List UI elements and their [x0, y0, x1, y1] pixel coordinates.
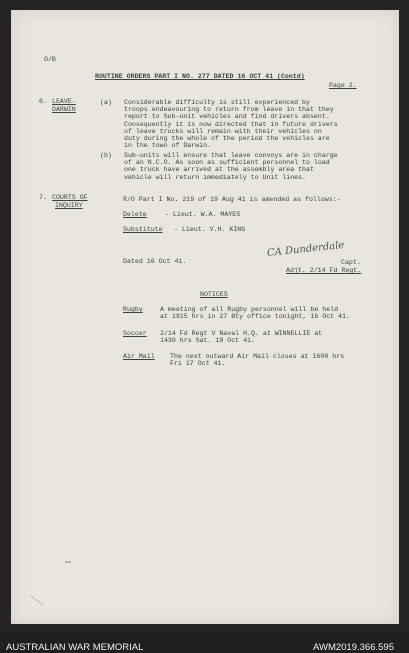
- notice-line: at 1915 hrs in 27 Bty office tonight, 16 Oct 41.: [160, 313, 350, 321]
- paragraph-a-text: [124, 99, 338, 149]
- section-7-title-line-2: INQUIRY: [55, 202, 83, 209]
- paragraph-a-line: of leave trucks will remain with their vehicles on: [124, 127, 322, 135]
- paper-mark: [65, 561, 71, 563]
- paper-mark: [30, 596, 44, 606]
- dated-line: Dated 16 Oct 41.: [123, 258, 187, 265]
- paragraph-a-marker: (a): [100, 99, 112, 106]
- amendment-intro: R/O Part I No. 219 of 19 Aug 41 is amended as follows:-: [123, 196, 341, 203]
- notice-line: Fri 17 Oct 41.: [170, 360, 226, 368]
- paragraph-a-line: Considerable difficulty is still experienced by: [124, 99, 310, 106]
- handwritten-signature: CA Dunderdale: [266, 239, 345, 260]
- paragraph-a-line: report to Sub-unit vehicles and find drivers absent.: [124, 113, 330, 121]
- notice-label-rugby: Rugby: [123, 306, 143, 313]
- section-6-number: 6.: [39, 98, 47, 105]
- notice-label-air-mail: Air Mail: [123, 353, 155, 360]
- orders-heading: ROUTINE ORDERS PART I NO. 277 DATED 16 OCT 41 (Contd): [95, 73, 305, 80]
- section-7-number: 7.: [39, 194, 47, 201]
- section-6-title-line-1: LEAVE-: [52, 98, 76, 105]
- archive-footer: [0, 631, 409, 653]
- delete-label: Delete: [123, 211, 147, 218]
- paragraph-a-line: Consequently it is now directed that in future drivers: [124, 120, 338, 128]
- substitute-value: - Lieut. V.H. KING: [174, 226, 246, 233]
- footer-institution: AUSTRALIAN WAR MEMORIAL: [6, 642, 144, 653]
- paragraph-b-text: [124, 152, 338, 181]
- signatory-title: Adjt. 2/14 Fd Regt.: [286, 267, 362, 274]
- page-number: Page 2.: [329, 82, 357, 89]
- section-6-title-line-2: DARWIN: [52, 106, 76, 113]
- section-7-title-line-1: COURTS OF: [52, 194, 88, 201]
- paragraph-b-line: one truck have arrived at the assembly area that: [124, 166, 314, 174]
- notice-line: A meeting of all Rugby personnel will be held: [160, 306, 339, 313]
- notice-line: 2/14 Fd Regt V Naval H.Q. at WINNELLIE at: [160, 330, 323, 337]
- document-page: [11, 10, 399, 624]
- notices-heading: NOTICES: [200, 291, 228, 298]
- notice-label-soccer: Soccer: [123, 330, 147, 337]
- paragraph-b-line: of an N.C.O. As soon as sufficient personnel to load: [124, 159, 330, 167]
- notice-line: The next outward Air Mail closes at 1600 hrs: [170, 353, 345, 360]
- paragraph-a-line: in the town of Darwin.: [124, 142, 212, 150]
- notice-text-soccer: [160, 330, 322, 344]
- paragraph-b-marker: (b): [100, 152, 112, 159]
- paragraph-a-line: duty during the whole of the period the vehicles are: [124, 135, 330, 143]
- signatory-rank: Capt.: [341, 259, 361, 266]
- file-reference: O/B: [44, 56, 56, 63]
- paragraph-a-line: troops endeavouring to return from leave in that they: [124, 106, 334, 114]
- notice-line: 1430 hrs Sat. 18 Oct 41.: [160, 337, 255, 345]
- footer-catalogue-id: AWM2019.366.595: [313, 642, 394, 653]
- substitute-label: Substitute: [123, 226, 163, 233]
- paragraph-b-line: vehicle will return immediately to Unit lines.: [124, 173, 307, 181]
- notice-text-rugby: [160, 306, 350, 320]
- notice-text-air-mail: [170, 353, 344, 367]
- paragraph-b-line: Sub-units will ensure that leave convoys are in charge: [124, 152, 338, 159]
- delete-value: - Lieut. W.A. MAYES: [165, 211, 241, 218]
